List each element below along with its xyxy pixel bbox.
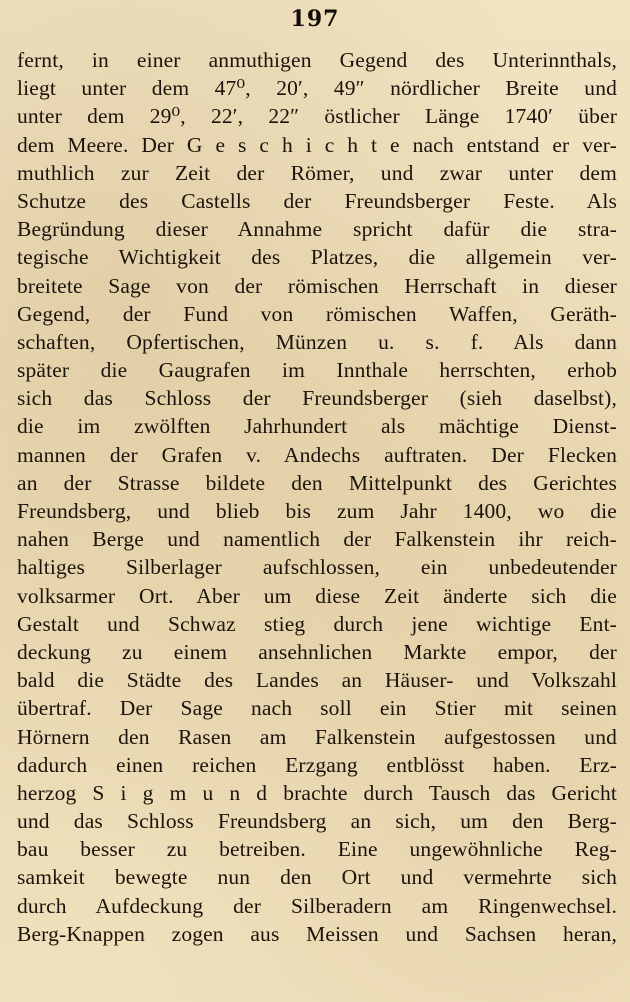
text-line: samkeit bewegte nun den Ort und vermehrte sich: [17, 865, 617, 890]
text-line: Gestalt und Schwaz stieg durch jene wichtige Ent-: [17, 611, 617, 636]
text-line: fernt, in einer anmuthigen Gegend des Unterinnthals,: [17, 48, 617, 72]
text-line: bau besser zu betreiben. Eine ungewöhnliche Reg-: [17, 837, 617, 862]
text-line: Schutze des Castells der Freundsberger Feste. Als: [17, 188, 617, 213]
text-line: deckung zu einem ansehnlichen Markte empor, der: [17, 639, 617, 664]
text-line: durch Aufdeckung der Silberadern am Ringenwechsel.: [17, 893, 617, 918]
text-line: an der Strasse bildete den Mittelpunkt des Gerichtes: [17, 470, 617, 495]
text-line: haltiges Silberlager aufschlossen, ein unbedeutender: [17, 555, 617, 580]
text-line: muthlich zur Zeit der Römer, und zwar unter dem: [17, 160, 617, 185]
text-line: und das Schloss Freundsberg an sich, um den Berg-: [17, 809, 617, 834]
text-line: Begründung dieser Annahme spricht dafür die stra-: [17, 217, 617, 242]
text-line: liegt unter dem 47⁰, 20′, 49″ nördlicher Breite und: [17, 76, 617, 101]
text-line: nahen Berge und namentlich der Falkenstein ihr reich-: [17, 527, 617, 552]
text-line: sich das Schloss der Freundsberger (sieh daselbst),: [17, 386, 617, 411]
text-line: Gegend, der Fund von römischen Waffen, Geräth-: [17, 301, 617, 326]
page-number: 197: [290, 6, 340, 32]
text-line: mannen der Grafen v. Andechs auftraten. Der Flecken: [17, 442, 617, 467]
text-line: tegische Wichtigkeit des Platzes, die allgemein ver-: [17, 245, 617, 270]
text-line: volksarmer Ort. Aber um diese Zeit änderte sich die: [17, 583, 617, 608]
text-line: breitete Sage von der römischen Herrschaft in dieser: [17, 273, 617, 298]
text-line: herzog S i g m u n d brachte durch Tausch das Gericht: [17, 780, 617, 805]
text-line: bald die Städte des Landes an Häuser- und Volkszahl: [17, 668, 617, 693]
text-line: die im zwölften Jahrhundert als mächtige Dienst-: [17, 414, 617, 439]
body-text: [17, 46, 617, 948]
text-line: dadurch einen reichen Erzgang entblösst haben. Erz-: [17, 752, 617, 777]
text-line: unter dem 29⁰, 22′, 22″ östlicher Länge 1740′ über: [17, 104, 617, 129]
text-line: übertraf. Der Sage nach soll ein Stier mit seinen: [17, 696, 617, 721]
text-line: dem Meere. Der G e s c h i c h t e nach entstand er ver-: [17, 132, 617, 157]
text-line: später die Gaugrafen im Innthale herrschten, erhob: [17, 358, 617, 383]
text-line: Berg-Knappen zogen aus Meissen und Sachsen heran,: [17, 921, 617, 946]
text-line: schaften, Opfertischen, Münzen u. s. f. Als dann: [17, 329, 617, 354]
text-line: Freundsberg, und blieb bis zum Jahr 1400, wo die: [17, 499, 617, 523]
text-line: Hörnern den Rasen am Falkenstein aufgestossen und: [17, 724, 617, 749]
